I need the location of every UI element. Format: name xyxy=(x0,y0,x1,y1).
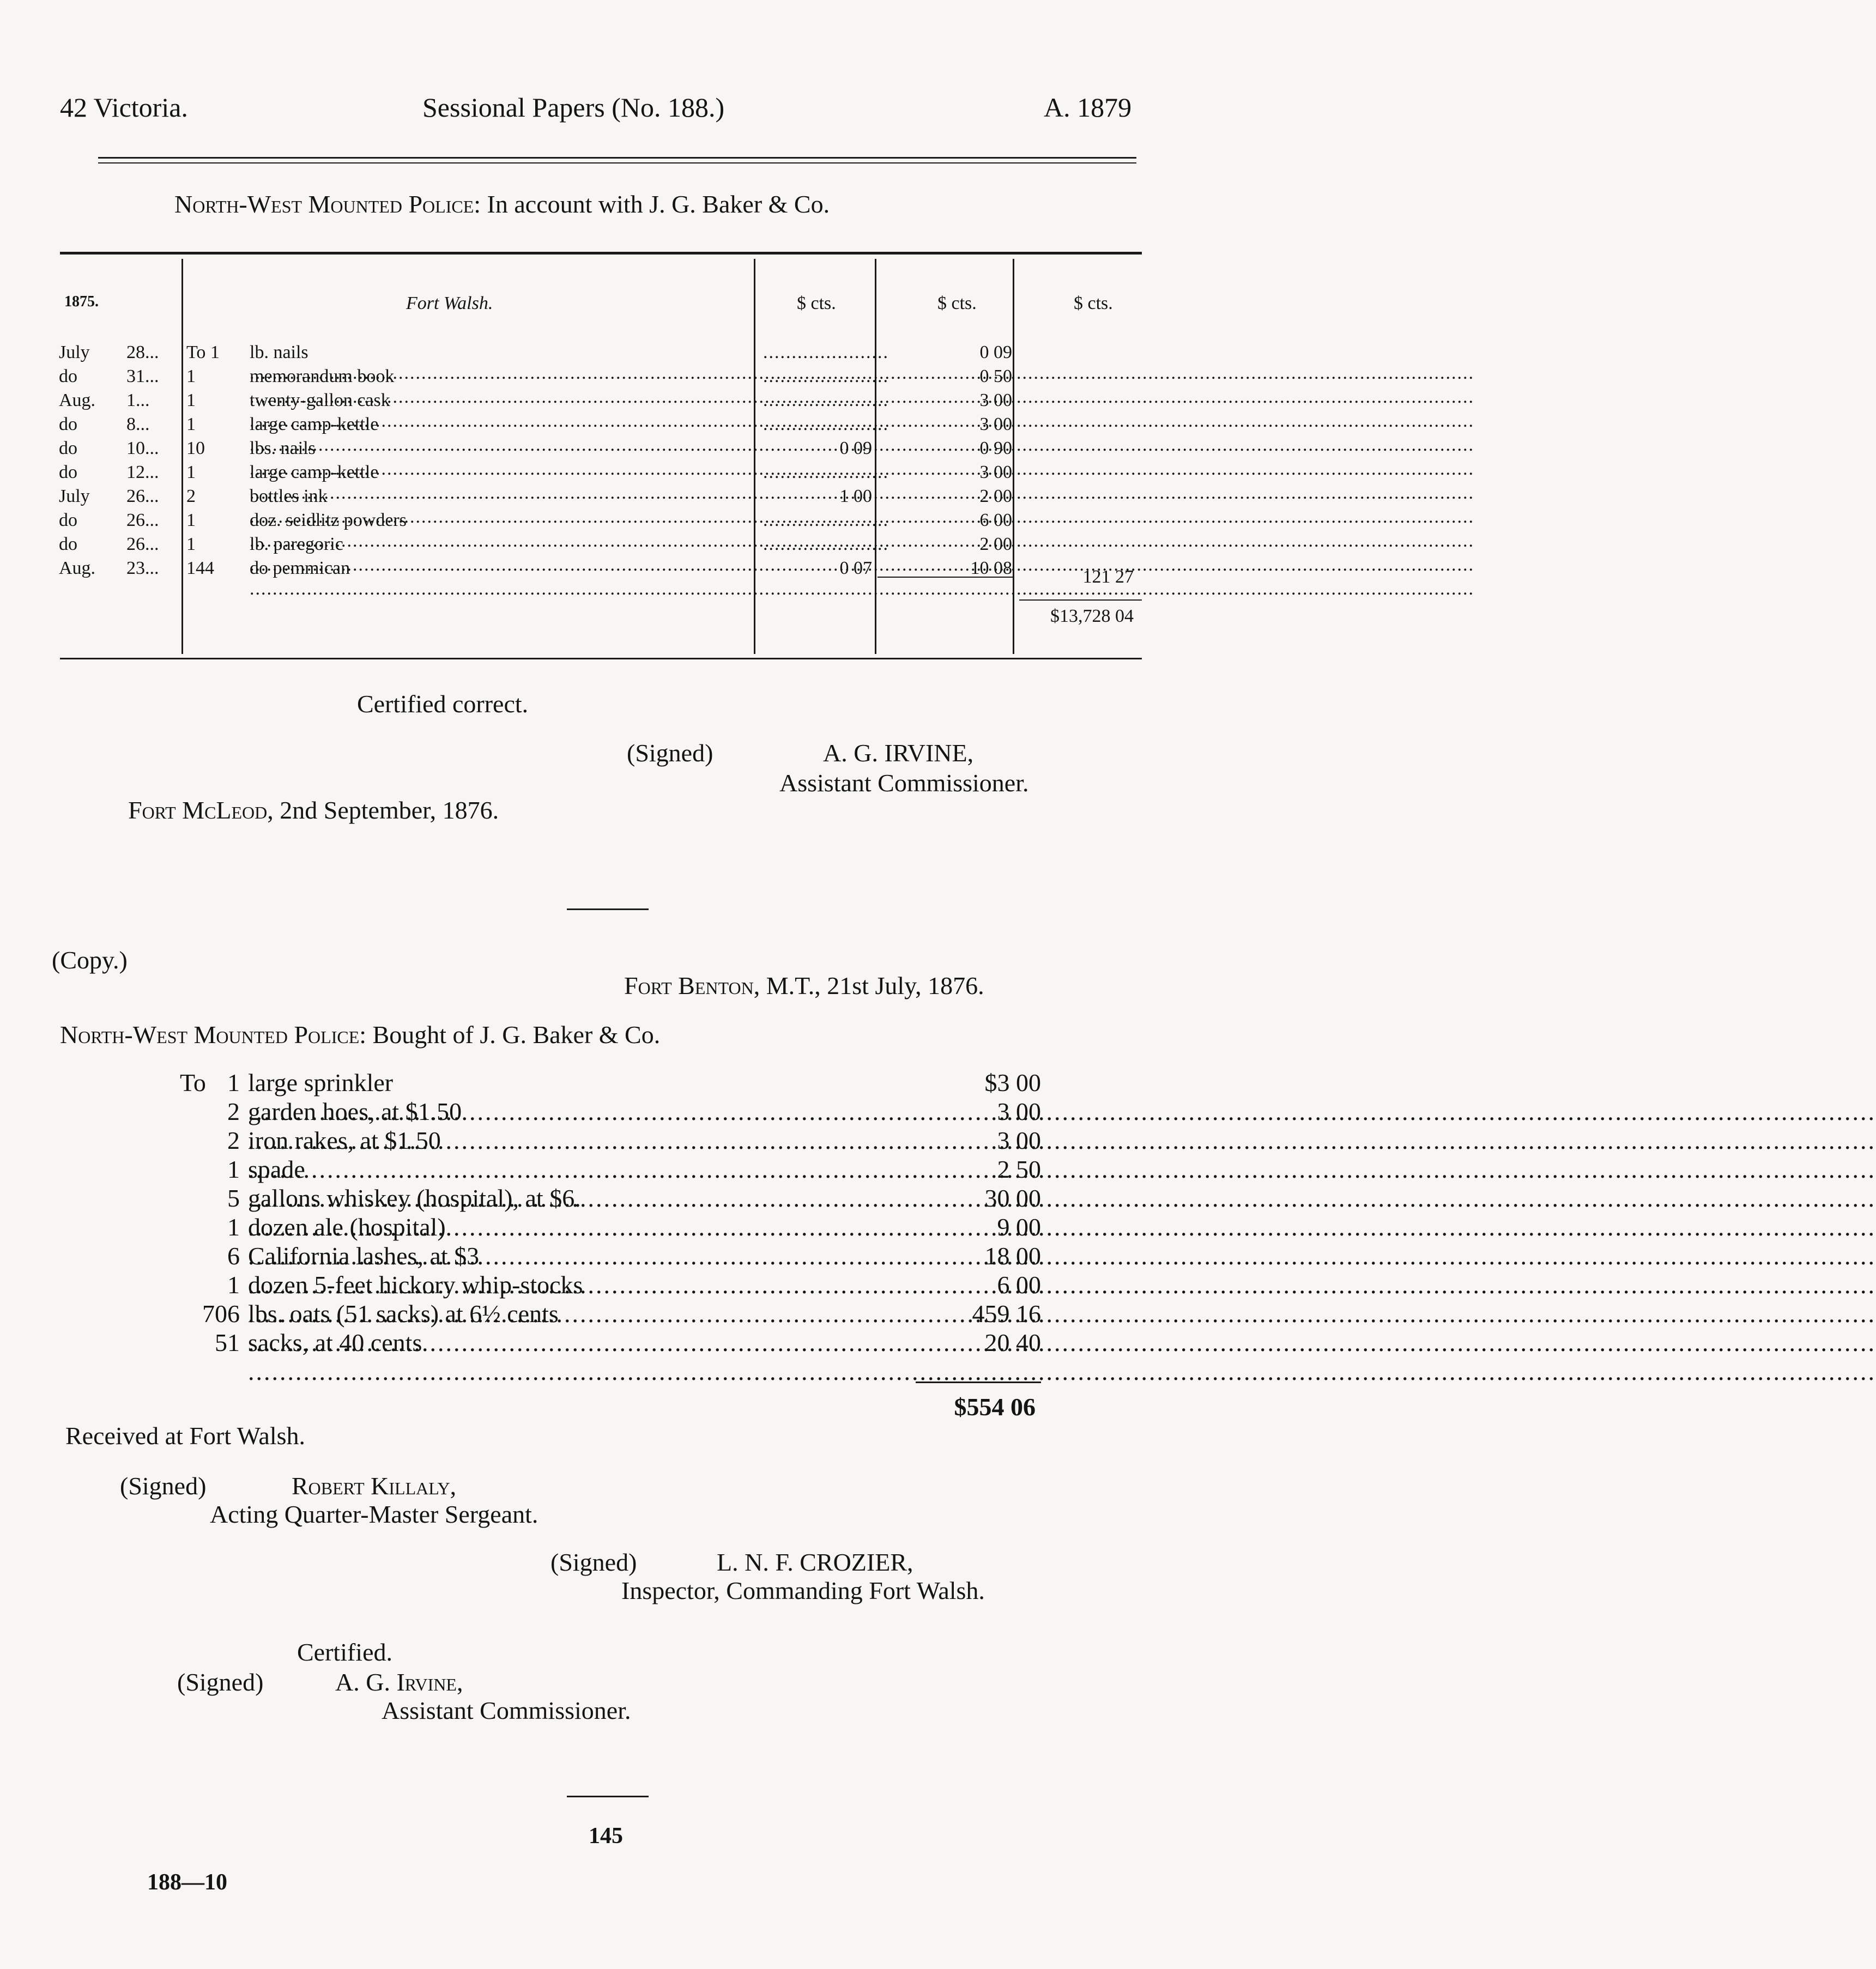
account-row-day: 31... xyxy=(126,366,159,386)
account-row-unit-price: 0 09 xyxy=(839,438,872,458)
account-row xyxy=(0,486,1270,510)
bill-row-description: dozen 5-feet hickory whip-stocks ..... xyxy=(248,1270,921,1328)
header-double-rule-top xyxy=(98,157,1136,159)
sig3-title: Assistant Commissioner. xyxy=(382,1697,631,1724)
account-row-qty: 1 xyxy=(186,390,196,410)
bill-row-description: dozen ale (hospital) ..... xyxy=(248,1213,921,1270)
account-row-month: do xyxy=(59,438,77,458)
bill-total-rule xyxy=(916,1382,1041,1383)
sig1-title: Acting Quarter-Master Sergeant. xyxy=(210,1500,538,1528)
account-grand-total: $13,728 04 xyxy=(1050,606,1134,626)
account-row-item: lb. nails ..... xyxy=(250,342,751,384)
sig3-name xyxy=(335,1668,463,1697)
account-row-qty: 1 xyxy=(186,366,196,386)
account-row-dot-leader: ...................... xyxy=(763,342,889,362)
account-row-month: do xyxy=(59,534,77,554)
account-row-day: 10... xyxy=(126,438,159,458)
bill-row-description: lbs. oats (51 sacks) at 6½ cents ..... xyxy=(248,1299,921,1357)
sig2-signed: (Signed) xyxy=(550,1548,637,1576)
account-row xyxy=(0,462,1270,486)
account-subtotal: 121 27 xyxy=(1082,567,1134,587)
account-row-amount: 3 00 xyxy=(979,462,1012,482)
col-dollars-amount: $ cts. xyxy=(937,293,977,313)
cert1-place: Fort McLeod xyxy=(128,796,268,824)
bill-row-description: large sprinkler ..... xyxy=(248,1068,921,1126)
bill-row-description: spade ..... xyxy=(248,1155,921,1213)
account-row xyxy=(0,390,1270,414)
bill-row-qty: 1 xyxy=(227,1213,240,1241)
bill-row-amount: 3 00 xyxy=(997,1126,1041,1154)
bill-row-qty: 5 xyxy=(227,1184,240,1212)
copy-label: (Copy.) xyxy=(52,946,128,974)
footer-rule xyxy=(567,1796,649,1797)
bill-row-amount: 9 00 xyxy=(997,1213,1041,1241)
account-row-month: do xyxy=(59,366,77,386)
account-row-amount: 0 09 xyxy=(979,342,1012,362)
account-row-day: 26... xyxy=(126,486,159,506)
account-row-month: do xyxy=(59,510,77,530)
sig3-name-surname: Irvine, xyxy=(396,1668,463,1696)
cert1-name: A. G. IRVINE, xyxy=(823,739,974,767)
account-row xyxy=(0,534,1270,558)
account-row-qty: 10 xyxy=(186,438,205,458)
account-row-day: 28... xyxy=(126,342,159,362)
account-row-item: doz. seidlitz powders ..... xyxy=(250,510,751,552)
account-row-amount: 2 00 xyxy=(979,486,1012,506)
bill-row xyxy=(0,1241,1270,1271)
bill-title xyxy=(60,1020,660,1049)
account-row-amount: 10 08 xyxy=(970,558,1012,578)
bill-row-qty: 1 xyxy=(227,1069,240,1096)
col-location: Fort Walsh. xyxy=(406,293,493,313)
bill-place-date xyxy=(624,971,984,1000)
account-row-dot-leader: ...................... xyxy=(763,534,889,554)
account-row-item: lb. paregoric ..... xyxy=(250,534,751,575)
account-row-month: do xyxy=(59,414,77,434)
cert1-date: , 2nd September, 1876. xyxy=(267,796,499,824)
account-row-item: large camp-kettle ..... xyxy=(250,414,751,456)
bill-row xyxy=(0,1155,1270,1184)
account-row-month: July xyxy=(59,342,90,362)
sig3-certified: Certified. xyxy=(297,1638,392,1666)
bill-row-qty: 2 xyxy=(227,1098,240,1125)
account-row-item: do pemmican ..... xyxy=(250,558,751,599)
bill-title-rest: : Bought of J. G. Baker & Co. xyxy=(359,1021,661,1049)
bill-row-qty: 1 xyxy=(227,1271,240,1299)
bill-total: $554 06 xyxy=(954,1393,1036,1421)
account-row xyxy=(0,414,1270,438)
received-at: Received at Fort Walsh. xyxy=(65,1422,306,1450)
bill-row xyxy=(0,1328,1270,1358)
account-row-qty: To 1 xyxy=(186,342,220,362)
account-row-unit-price: 0 07 xyxy=(839,558,872,578)
table-bottom-rule xyxy=(60,658,1142,659)
bill-row-amount: 18 00 xyxy=(984,1242,1041,1270)
bill-row-description: gallons whiskey (hospital), at $6. ..... xyxy=(248,1184,921,1241)
account-row-item: lbs. nails ..... xyxy=(250,438,751,480)
account-title xyxy=(174,190,830,219)
account-row-unit-price: 1 00 xyxy=(839,486,872,506)
account-row-day: 12... xyxy=(126,462,159,482)
account-row-amount: 3 00 xyxy=(979,390,1012,410)
bill-row xyxy=(0,1184,1270,1213)
section-separator xyxy=(567,908,649,910)
account-row-dot-leader: ...................... xyxy=(763,414,889,434)
bill-row-amount: 6 00 xyxy=(997,1271,1041,1299)
account-row-day: 8... xyxy=(126,414,150,434)
bill-to-label: To xyxy=(180,1069,206,1096)
account-row-dot-leader: ...................... xyxy=(763,462,889,482)
table-top-rule xyxy=(60,252,1142,255)
account-row-month: do xyxy=(59,462,77,482)
header-year: A. 1879 xyxy=(1044,92,1132,123)
account-row-qty: 144 xyxy=(186,558,214,578)
bill-row-qty: 1 xyxy=(227,1155,240,1183)
account-row-item: memorandum book ..... xyxy=(250,366,751,408)
account-row-item: large camp-kettle ..... xyxy=(250,462,751,504)
bill-row-amount: 3 00 xyxy=(997,1098,1041,1125)
header-sessional-papers: Sessional Papers (No. 188.) xyxy=(422,92,725,123)
account-row-amount: 0 50 xyxy=(979,366,1012,386)
account-row-item: bottles ink ..... xyxy=(250,486,751,528)
account-row-month: Aug. xyxy=(59,558,96,578)
bill-row xyxy=(0,1068,1270,1098)
account-title-police: North-West Mounted Police xyxy=(174,190,474,218)
account-row-dot-leader: ...................... xyxy=(763,510,889,530)
account-row-amount: 2 00 xyxy=(979,534,1012,554)
sig2-title: Inspector, Commanding Fort Walsh. xyxy=(621,1577,985,1604)
col-dollars-unit: $ cts. xyxy=(797,293,836,313)
account-title-rest: : In account with J. G. Baker & Co. xyxy=(474,190,830,218)
bill-row xyxy=(0,1213,1270,1242)
bill-row xyxy=(0,1299,1270,1329)
sig1-name: Robert Killaly, xyxy=(292,1472,457,1500)
bill-row-amount: 2 50 xyxy=(997,1155,1041,1183)
bill-row xyxy=(0,1270,1270,1300)
bill-row-qty: 6 xyxy=(227,1242,240,1270)
account-row-month: July xyxy=(59,486,90,506)
account-row xyxy=(0,510,1270,534)
sig3-signed: (Signed) xyxy=(177,1668,264,1696)
bill-row xyxy=(0,1126,1270,1155)
header-volume: 42 Victoria. xyxy=(60,92,188,123)
account-row xyxy=(0,342,1270,366)
account-row-day: 1... xyxy=(126,390,150,410)
bill-row-amount: 459 16 xyxy=(972,1300,1041,1328)
bill-row-qty: 51 xyxy=(215,1329,240,1356)
sig1-signed: (Signed) xyxy=(120,1472,207,1500)
bill-row-description: sacks, at 40 cents ..... xyxy=(248,1328,921,1386)
sig3-name-initials: A. G. xyxy=(335,1668,390,1696)
subtotal-rule xyxy=(1019,599,1142,601)
account-row-qty: 1 xyxy=(186,510,196,530)
bill-row-amount: 30 00 xyxy=(984,1184,1041,1212)
account-row-qty: 1 xyxy=(186,534,196,554)
bill-place: Fort Benton xyxy=(624,972,754,999)
account-row-dot-leader: ...................... xyxy=(763,366,889,386)
bill-row-amount: 20 40 xyxy=(984,1329,1041,1356)
account-row-qty: 1 xyxy=(186,414,196,434)
cert1-title: Assistant Commissioner. xyxy=(779,769,1029,797)
bill-row-description: California lashes, at $3 ..... xyxy=(248,1241,921,1299)
bill-row-amount: $3 00 xyxy=(984,1069,1041,1096)
bill-row-description: iron rakes, at $1.50 ..... xyxy=(248,1126,921,1184)
account-row-qty: 1 xyxy=(186,462,196,482)
account-row-amount: 0 90 xyxy=(979,438,1012,458)
account-row-day: 23... xyxy=(126,558,159,578)
account-row-qty: 2 xyxy=(186,486,196,506)
bill-row-qty: 706 xyxy=(202,1300,240,1328)
account-row-amount: 6 00 xyxy=(979,510,1012,530)
bill-title-police: North-West Mounted Police xyxy=(60,1021,360,1049)
page-number: 145 xyxy=(589,1823,623,1849)
col-year: 1875. xyxy=(64,293,99,310)
sig2-name: L. N. F. CROZIER, xyxy=(717,1548,913,1576)
bill-date: , M.T., 21st July, 1876. xyxy=(753,972,984,999)
cert1-place-date xyxy=(128,796,499,825)
account-row-item: twenty-gallon cask ..... xyxy=(250,390,751,432)
account-row-day: 26... xyxy=(126,510,159,530)
bill-row xyxy=(0,1097,1270,1126)
certified-correct: Certified correct. xyxy=(357,690,529,718)
bill-row-description: garden hoes, at $1.50 ..... xyxy=(248,1097,921,1155)
account-row-dot-leader: ...................... xyxy=(763,390,889,410)
account-row-amount: 3 00 xyxy=(979,414,1012,434)
signature-mark: 188—10 xyxy=(147,1870,227,1895)
account-row xyxy=(0,366,1270,390)
col-dollars-total: $ cts. xyxy=(1074,293,1113,313)
cert1-signed: (Signed) xyxy=(627,739,713,767)
bill-row-qty: 2 xyxy=(227,1126,240,1154)
header-double-rule-bottom xyxy=(98,162,1136,163)
account-row-month: Aug. xyxy=(59,390,96,410)
account-row xyxy=(0,438,1270,462)
account-row-day: 26... xyxy=(126,534,159,554)
